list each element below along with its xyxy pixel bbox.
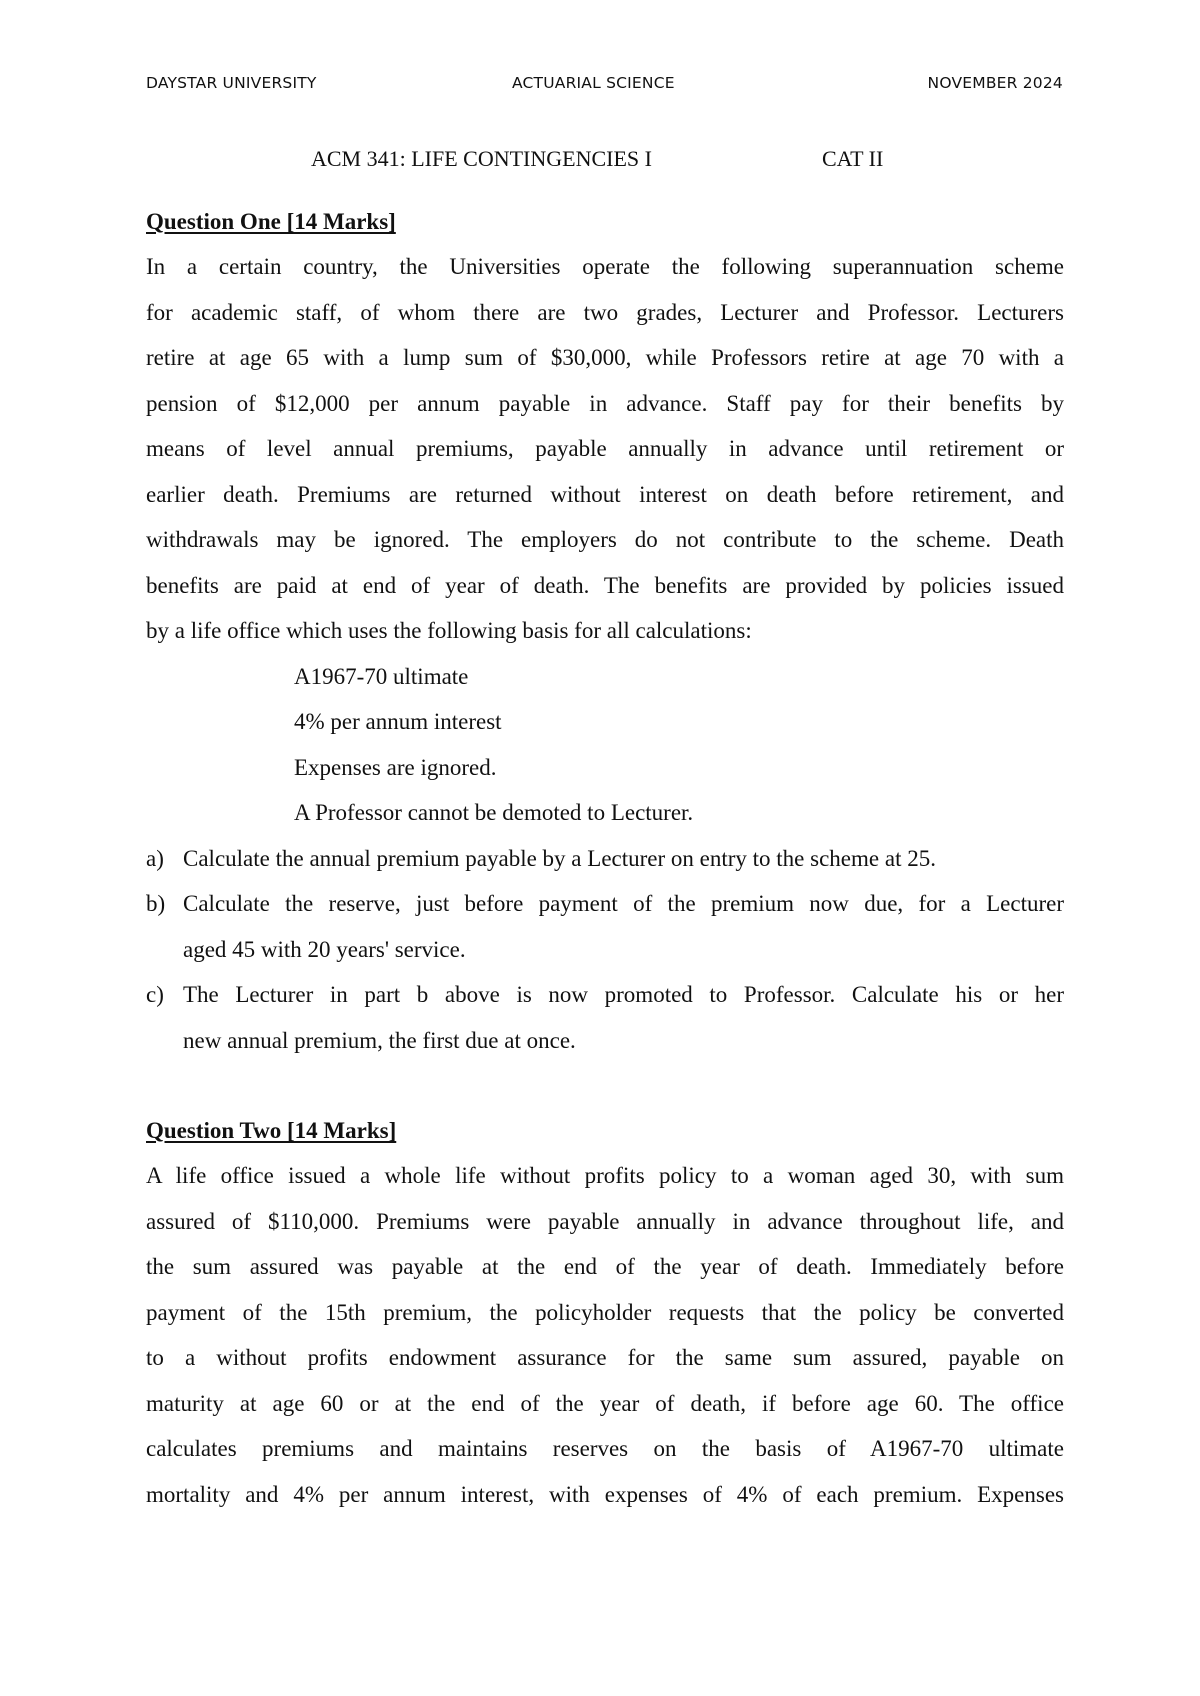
- question-two: [146, 1108, 1064, 1517]
- text-line: withdrawals may be ignored. The employers do not contribute to the scheme. Death: [146, 527, 1064, 552]
- text-line: for academic staff, of whom there are two grades, Lecturer and Professor. Lecturers: [146, 299, 1064, 325]
- header-university: DAYSTAR UNIVERSITY: [146, 74, 317, 92]
- text-line: A life office issued a whole life without profits policy to a woman aged 30, with sum: [146, 1163, 1064, 1188]
- calculation-basis: [146, 654, 1064, 836]
- basis-item: A1967-70 ultimate: [294, 663, 469, 689]
- text-line: calculates premiums and maintains reserves on the basis of A1967-70 ultimate: [146, 1436, 1064, 1461]
- text-line: payment of the 15th premium, the policyholder requests that the policy be converted: [146, 1299, 1064, 1325]
- header-date: NOVEMBER 2024: [927, 74, 1063, 92]
- text-line: In a certain country, the Universities operate the following superannuation scheme: [146, 254, 1064, 279]
- basis-item: Expenses are ignored.: [294, 754, 497, 780]
- question-one: [146, 199, 1064, 1063]
- question-part-a: [146, 836, 1064, 882]
- text-line: to a without profits endowment assurance for the same sum assured, payable on: [146, 1345, 1064, 1370]
- course-title: ACM 341: LIFE CONTINGENCIES I: [311, 146, 652, 171]
- text-line: by a life office which uses the following basis for all calculations:: [146, 618, 752, 643]
- question-one-text: [146, 244, 1064, 654]
- text-line: means of level annual premiums, payable annually in advance until retirement or: [146, 436, 1064, 461]
- text-line: benefits are paid at end of year of death. The benefits are provided by policies issued: [146, 572, 1064, 598]
- part-text-line: new annual premium, the first due at once.: [183, 1027, 576, 1053]
- part-text-line: The Lecturer in part b above is now promoted to Professor. Calculate his or her: [183, 982, 1064, 1007]
- part-text-line: aged 45 with 20 years' service.: [183, 936, 466, 962]
- part-label: a): [146, 845, 164, 871]
- part-label: b): [146, 891, 166, 916]
- text-line: the sum assured was payable at the end of the year of death. Immediately before: [146, 1254, 1064, 1279]
- page-header: [146, 74, 1063, 98]
- question-two-title: Question Two [14 Marks]: [146, 1118, 397, 1143]
- basis-item: A Professor cannot be demoted to Lecturer.: [294, 800, 694, 825]
- question-one-parts: [146, 836, 1064, 1064]
- question-part-b: [146, 881, 1064, 972]
- part-text-line: Calculate the reserve, just before payment of the premium now due, for a Lecturer: [183, 891, 1064, 916]
- question-one-title: Question One [14 Marks]: [146, 209, 396, 234]
- part-text-line: Calculate the annual premium payable by a Lecturer on entry to the scheme at 25.: [183, 845, 936, 871]
- question-two-text: [146, 1153, 1064, 1517]
- text-line: earlier death. Premiums are returned without interest on death before retirement, and: [146, 481, 1064, 507]
- header-department: ACTUARIAL SCIENCE: [512, 74, 675, 92]
- text-line: retire at age 65 with a lump sum of $30,000, while Professors retire at age 70 with a: [146, 345, 1064, 370]
- basis-item: 4% per annum interest: [294, 709, 502, 734]
- part-label: c): [146, 982, 164, 1007]
- assessment-title: CAT II: [822, 146, 884, 171]
- text-line: mortality and 4% per annum interest, with expenses of 4% of each premium. Expenses: [146, 1481, 1064, 1507]
- text-line: assured of $110,000. Premiums were payable annually in advance throughout life, and: [146, 1208, 1064, 1234]
- question-part-c: [146, 972, 1064, 1063]
- text-line: pension of $12,000 per annum payable in advance. Staff pay for their benefits by: [146, 390, 1064, 416]
- text-line: maturity at age 60 or at the end of the year of death, if before age 60. The office: [146, 1390, 1064, 1416]
